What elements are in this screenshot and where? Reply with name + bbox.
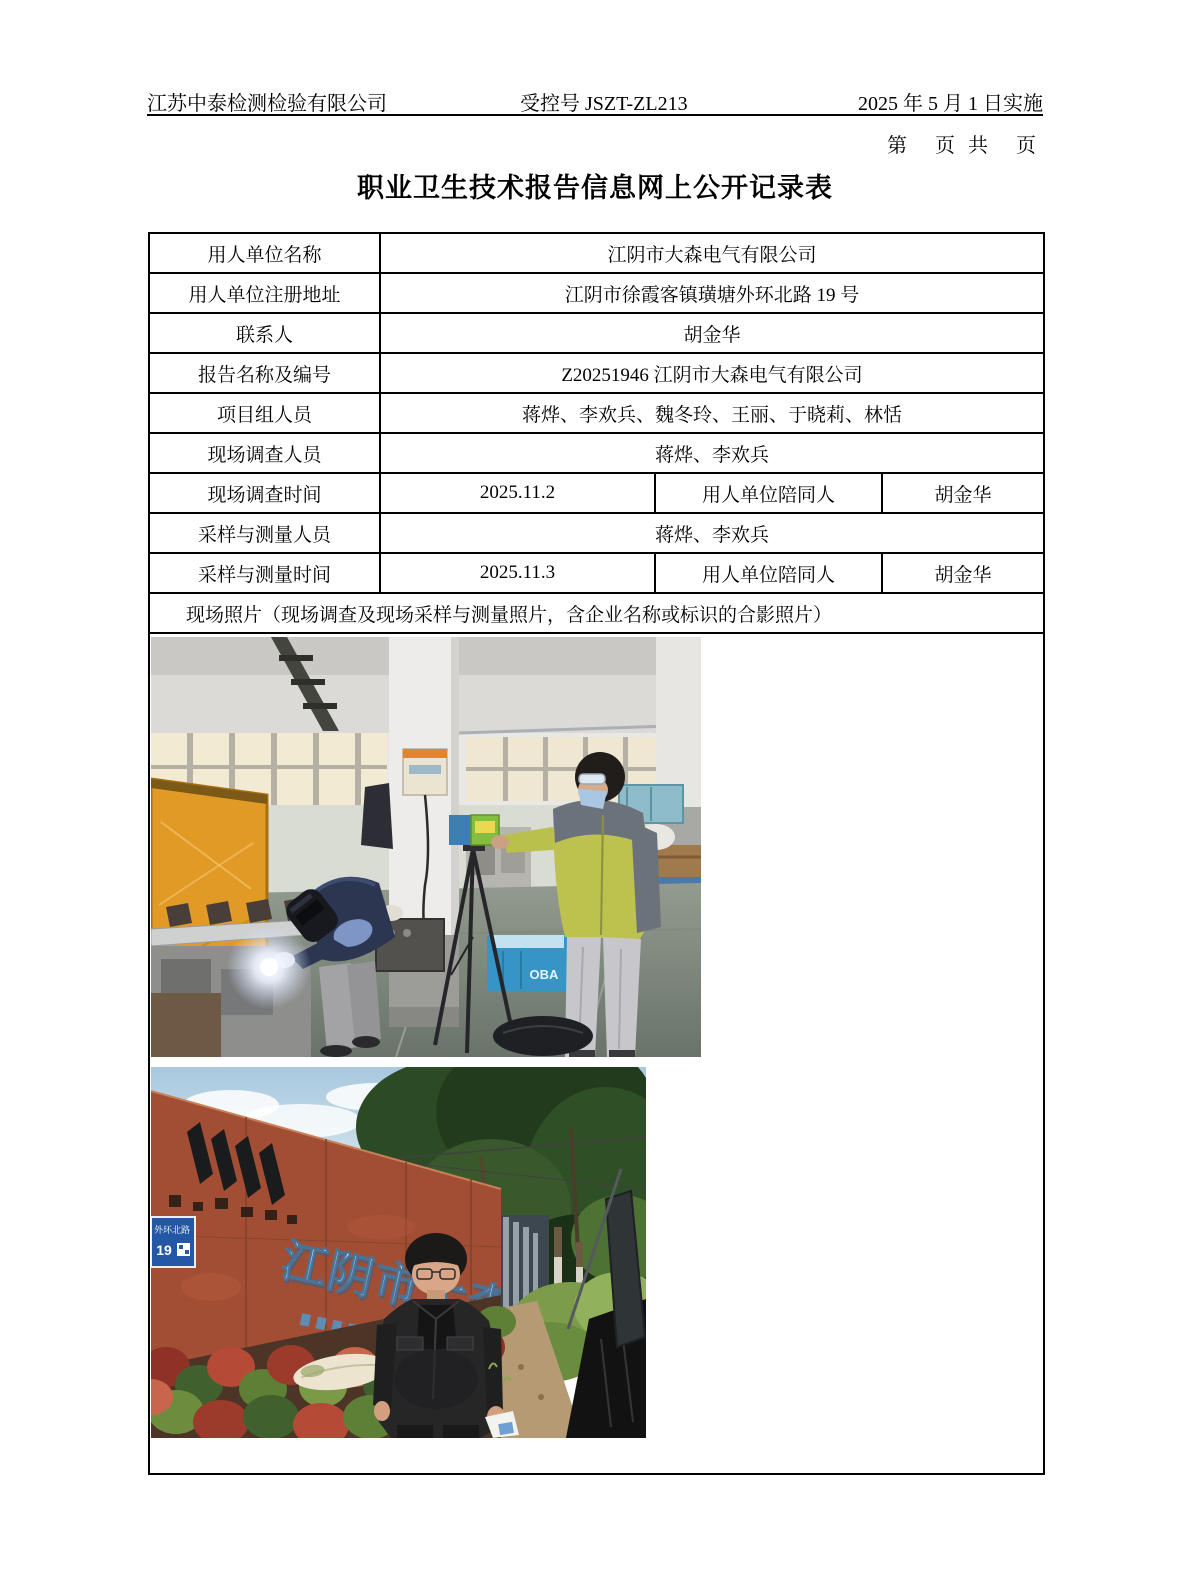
photo-row <box>149 633 1044 1474</box>
street-sign <box>151 1217 195 1267</box>
table-row <box>149 553 1044 593</box>
equipment-case <box>493 1016 593 1056</box>
row-label: 采样与测量人员 <box>149 513 380 553</box>
row-value: 2025.11.3 <box>380 553 655 593</box>
photo-caption-row <box>149 593 1044 633</box>
crate-label: OBA <box>529 967 559 982</box>
row-label: 项目组人员 <box>149 393 380 433</box>
row-value: 2025.11.2 <box>380 473 655 513</box>
table-row <box>149 393 1044 433</box>
row-label: 报告名称及编号 <box>149 353 380 393</box>
row-value: 胡金华 <box>882 553 1044 593</box>
photo-company-gate <box>151 1067 646 1438</box>
row-value: 胡金华 <box>882 473 1044 513</box>
page-title: 职业卫生技术报告信息网上公开记录表 <box>357 173 833 203</box>
gate-scene-image <box>151 1067 646 1438</box>
row-value: 胡金华 <box>380 313 1044 353</box>
header-implement-date: 2025 年 5 月 1 日实施 <box>858 93 1043 115</box>
row-label: 用人单位陪同人 <box>655 553 882 593</box>
table-row <box>149 313 1044 353</box>
row-value: 蒋烨、李欢兵 <box>380 513 1044 553</box>
factory-scene-image <box>151 637 701 1057</box>
row-value: 江阴市大森电气有限公司 <box>380 233 1044 273</box>
header-page-line: 第 页 共 页 <box>887 135 1040 157</box>
row-label: 用人单位名称 <box>149 233 380 273</box>
photo-caption: 现场照片（现场调查及现场采样与测量照片，含企业名称或标识的合影照片） <box>149 593 1044 633</box>
table-row <box>149 513 1044 553</box>
photo-site-survey <box>151 637 701 1057</box>
row-label: 用人单位陪同人 <box>655 473 882 513</box>
record-table <box>148 232 1045 1475</box>
row-value: 江阴市徐霞客镇璜塘外环北路 19 号 <box>380 273 1044 313</box>
table-row <box>149 353 1044 393</box>
row-label: 用人单位注册地址 <box>149 273 380 313</box>
street-sign-number: 19 <box>156 1242 172 1258</box>
street-sign-road: 外环北路 <box>153 1225 191 1235</box>
table-row <box>149 273 1044 313</box>
table-row <box>149 433 1044 473</box>
row-label: 联系人 <box>149 313 380 353</box>
header-control-number: 受控号 JSZT-ZL213 <box>520 93 688 115</box>
row-label: 采样与测量时间 <box>149 553 380 593</box>
row-value: Z20251946 江阴市大森电气有限公司 <box>380 353 1044 393</box>
table-row <box>149 233 1044 273</box>
table-row <box>149 473 1044 513</box>
row-value: 蒋烨、李欢兵、魏冬玲、王丽、于晓莉、林恬 <box>380 393 1044 433</box>
row-label: 现场调查时间 <box>149 473 380 513</box>
row-label: 现场调查人员 <box>149 433 380 473</box>
row-value: 蒋烨、李欢兵 <box>380 433 1044 473</box>
photo-cell <box>149 633 1044 1474</box>
header-company-name: 江苏中泰检测检验有限公司 <box>147 93 387 115</box>
